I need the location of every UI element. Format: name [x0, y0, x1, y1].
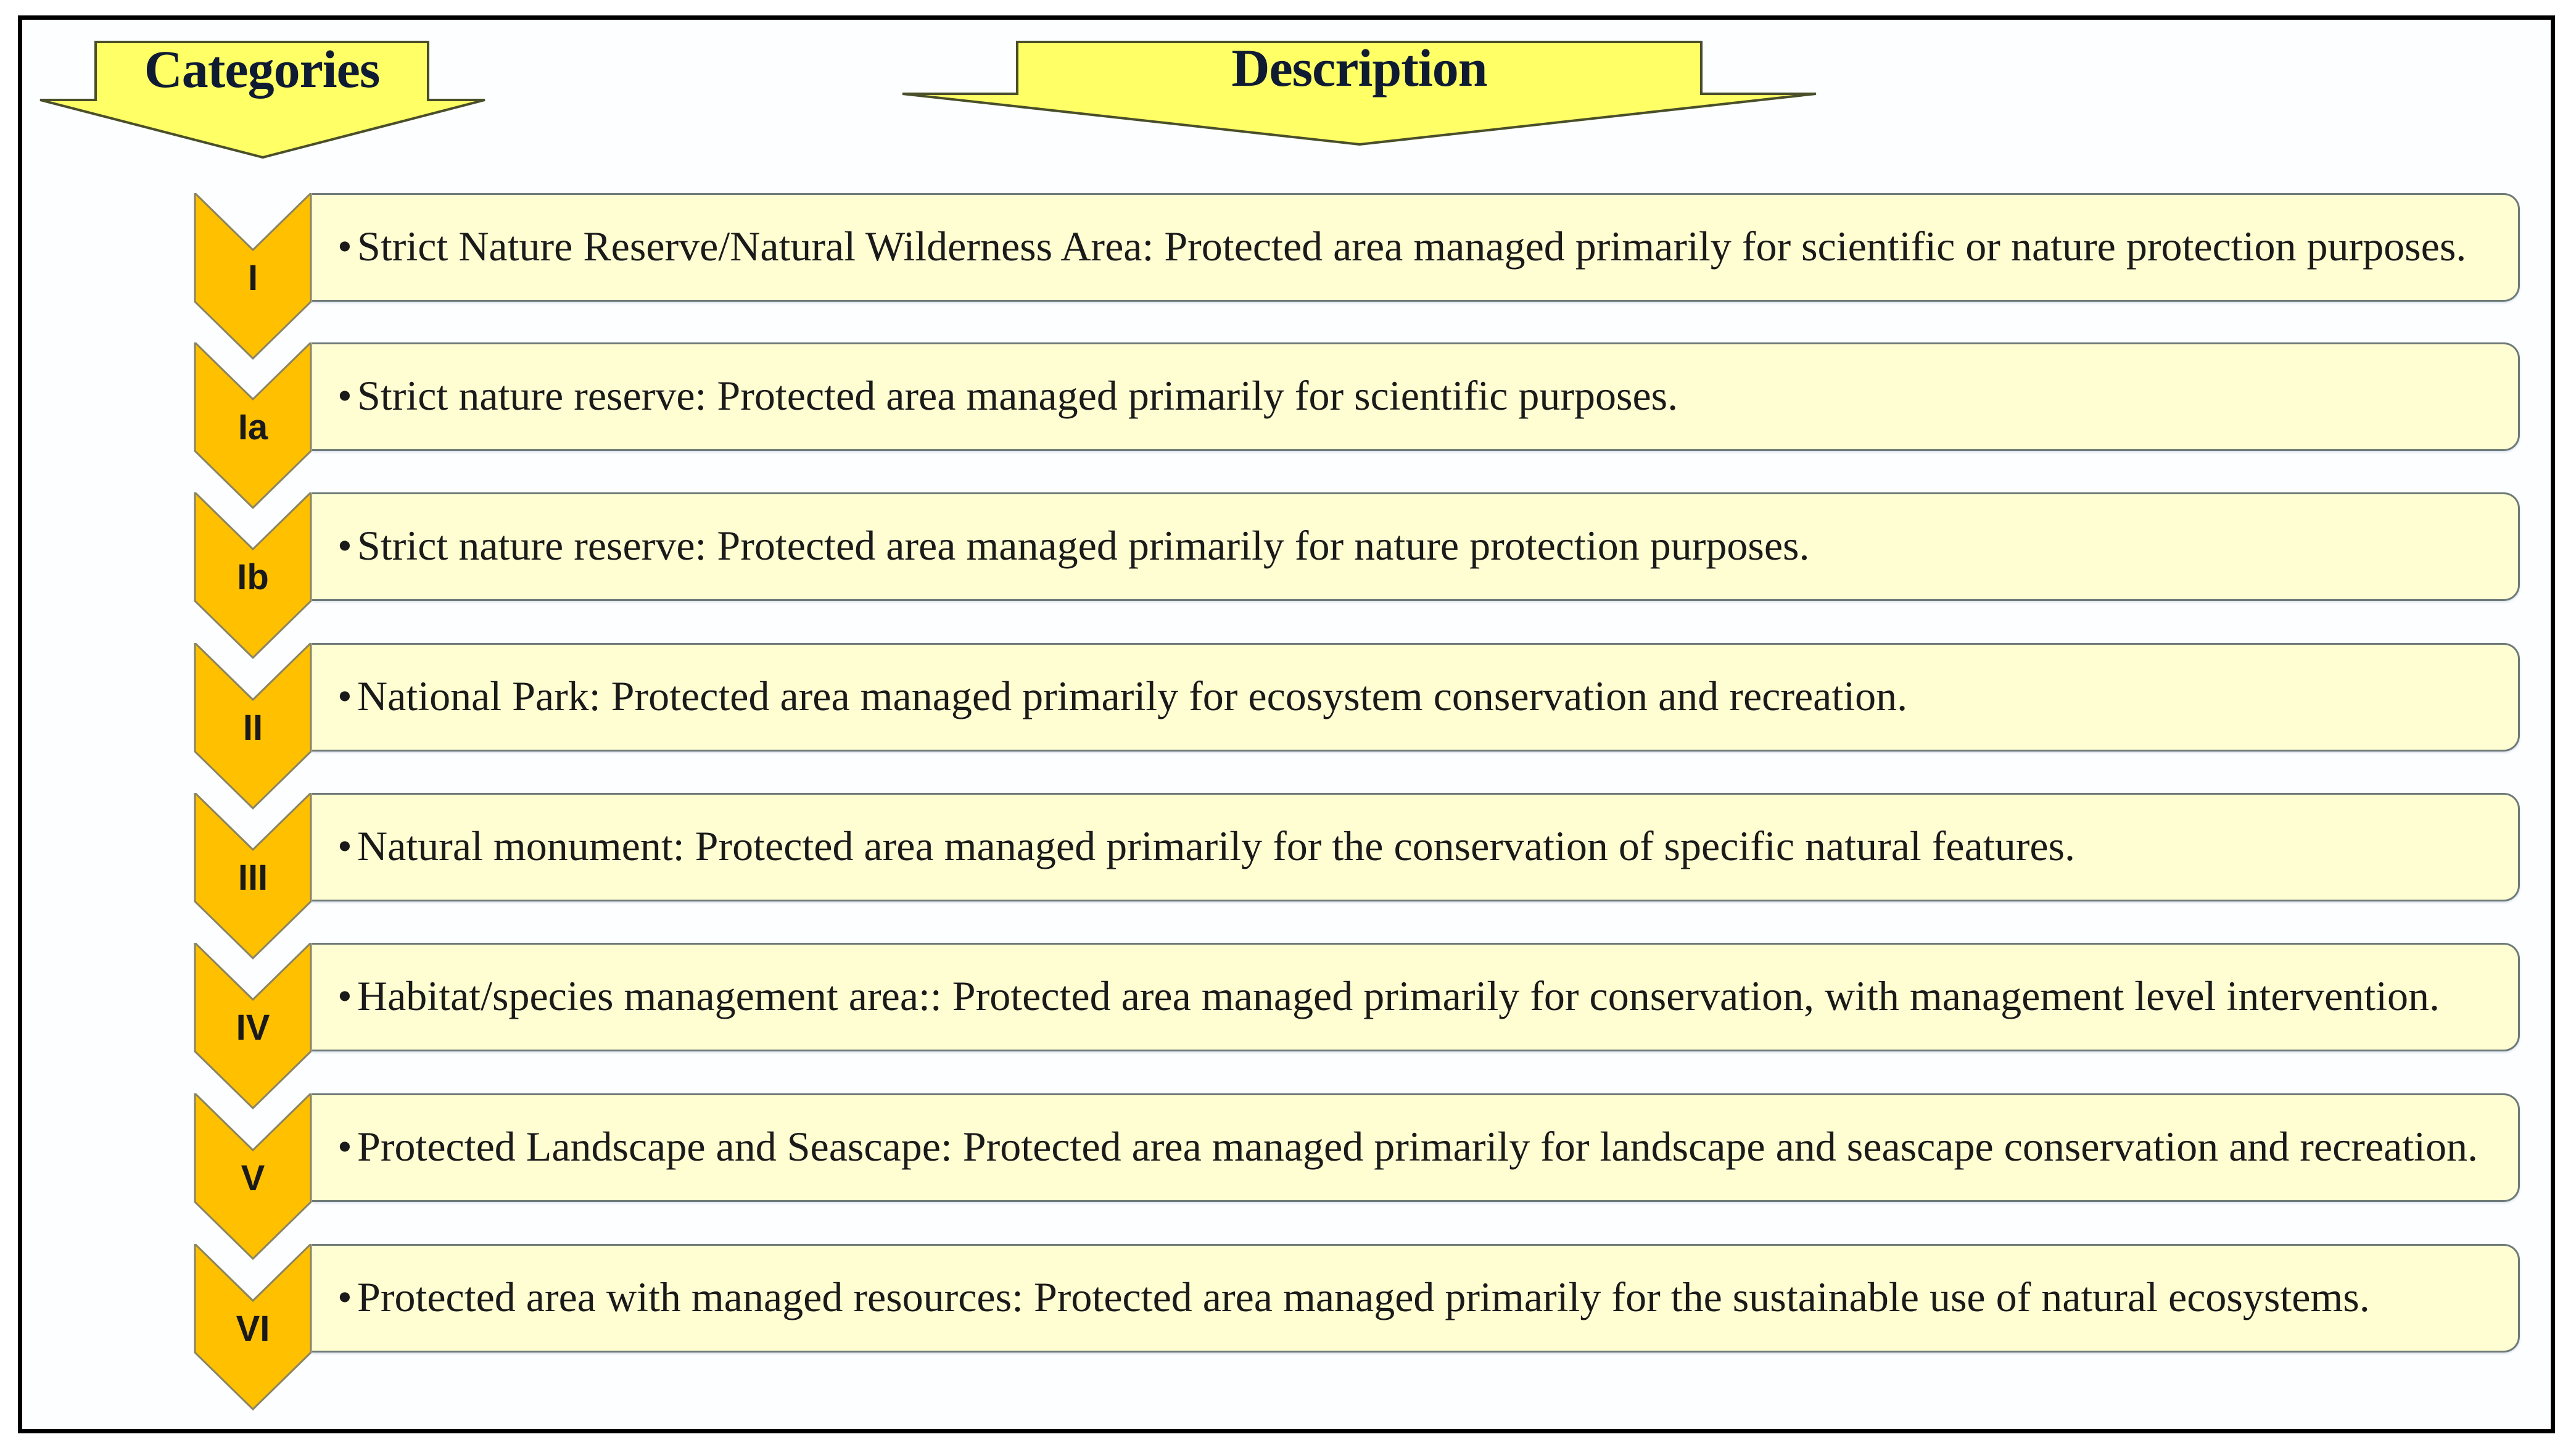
- category-row: [0, 1244, 2576, 1411]
- description-content: Protected Landscape and Seascape: Protected area managed primarily for landscape and seascape conservation and recreation.: [357, 1123, 2479, 1170]
- description-box: [312, 1244, 2520, 1353]
- category-chevron: [194, 1244, 312, 1411]
- category-label: Ia: [237, 407, 268, 447]
- description-header-label: Description: [1231, 38, 1487, 97]
- category-row: [0, 793, 2576, 959]
- category-label: IV: [236, 1008, 270, 1048]
- bullet-icon: •: [337, 372, 352, 419]
- category-chevron: [194, 943, 312, 1109]
- description-content: Protected area with managed resources: Protected area managed primarily for the sustainable use of natural ecosystems.: [357, 1274, 2370, 1320]
- description-text: [312, 1121, 2518, 1172]
- description-content: Strict Nature Reserve/Natural Wilderness Area: Protected area managed primarily for scientific or nature protection purposes.: [357, 223, 2467, 270]
- description-box: [312, 1093, 2520, 1202]
- category-label: VI: [236, 1309, 270, 1349]
- bullet-icon: •: [337, 673, 352, 719]
- category-label: Ib: [237, 557, 269, 597]
- description-text: [312, 820, 2518, 872]
- category-label: I: [247, 258, 258, 298]
- description-text: [312, 220, 2518, 272]
- bullet-icon: •: [337, 223, 352, 270]
- description-content: Strict nature reserve: Protected area managed primarily for scientific purposes.: [357, 372, 1678, 419]
- category-label: V: [241, 1158, 265, 1198]
- category-chevron: [194, 492, 312, 659]
- description-box: [312, 193, 2520, 302]
- category-chevron: [194, 1093, 312, 1260]
- description-box: [312, 943, 2520, 1051]
- category-row: [0, 943, 2576, 1109]
- category-row: [0, 643, 2576, 810]
- category-chevron: [194, 643, 312, 810]
- bullet-icon: •: [337, 1274, 352, 1320]
- category-label: II: [242, 708, 263, 748]
- category-chevron: [194, 793, 312, 959]
- bullet-icon: •: [337, 822, 352, 869]
- category-row: [0, 492, 2576, 659]
- category-row: [0, 193, 2576, 360]
- description-text: [312, 1271, 2518, 1323]
- category-row: [0, 1093, 2576, 1260]
- description-text: [312, 370, 2518, 421]
- category-row: [0, 342, 2576, 509]
- description-text: [312, 520, 2518, 571]
- description-content: Strict nature reserve: Protected area managed primarily for nature protection purposes.: [357, 522, 1810, 569]
- category-chevron: [194, 193, 312, 360]
- description-box: [312, 492, 2520, 601]
- description-box: [312, 643, 2520, 752]
- description-text: [312, 670, 2518, 722]
- category-chevron: [194, 342, 312, 509]
- description-text: [312, 970, 2518, 1022]
- categories-header-label: Categories: [144, 39, 380, 99]
- category-label: III: [237, 858, 268, 898]
- description-content: National Park: Protected area managed primarily for ecosystem conservation and recreation.: [357, 673, 1908, 719]
- bullet-icon: •: [337, 522, 352, 569]
- description-box: [312, 793, 2520, 901]
- bullet-icon: •: [337, 972, 352, 1019]
- description-box: [312, 342, 2520, 451]
- description-content: Habitat/species management area:: Protected area managed primarily for conservation, with management level intervention.: [357, 972, 2440, 1019]
- bullet-icon: •: [337, 1123, 352, 1170]
- description-content: Natural monument: Protected area managed primarily for the conservation of specific natural features.: [357, 822, 2075, 869]
